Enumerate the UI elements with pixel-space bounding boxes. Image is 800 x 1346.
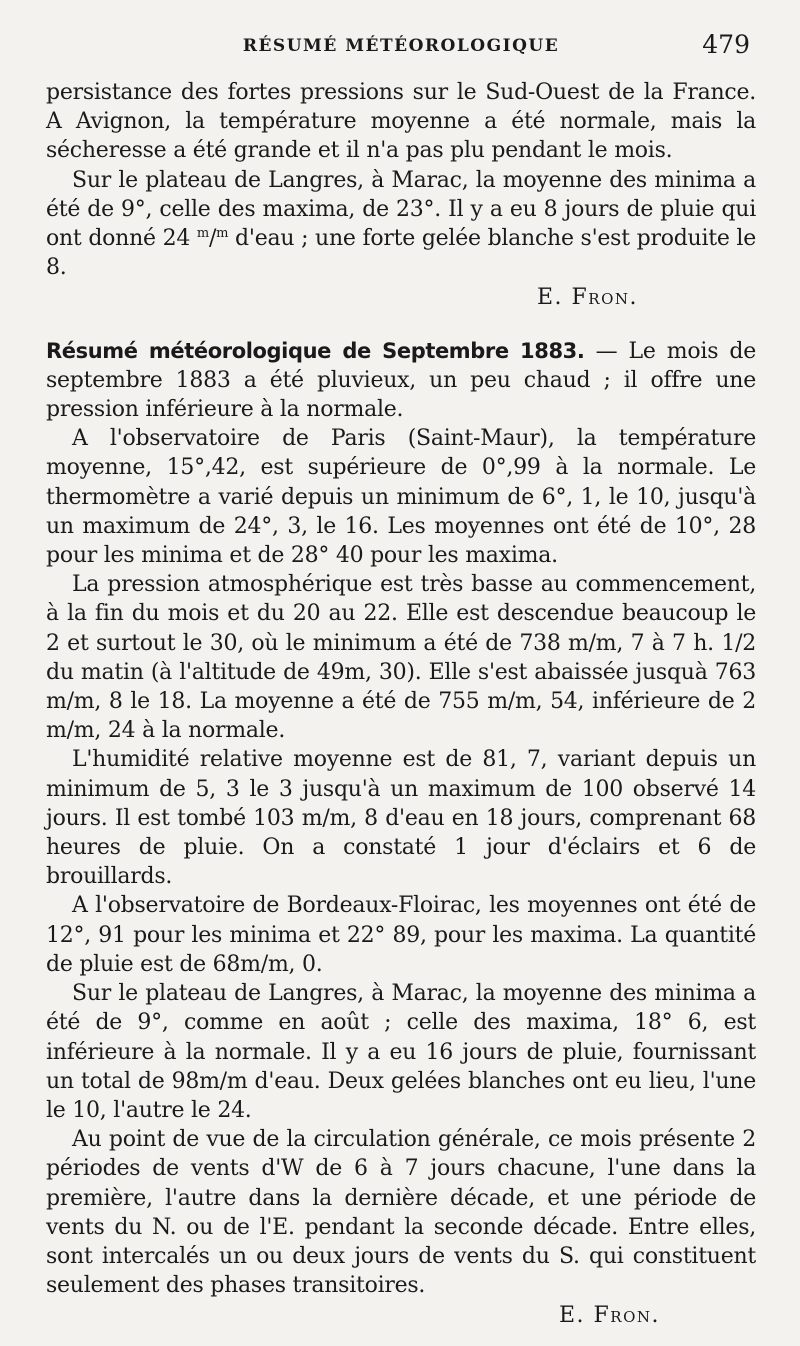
paragraph-langres-august xyxy=(46,166,756,283)
paragraph-bordeaux: A l'observatoire de Bordeaux-Floirac, les moyennes ont été de 12°, 91 pour les minima et 22° 89, pour les maxima. La quantité de pluie est de 68m/m, 0. xyxy=(46,893,756,977)
paragraph-langres-september: Sur le plateau de Langres, à Marac, la moyenne des minima a été de 9°, comme en août ; celle des maxima, 18° 6, est inférieure à la normale. Il y a eu 16 jours de pluie, fournissant un total de 98m/m d'eau. Deux gelées blanches ont eu lieu, l'une le 10, l'autre le 24. xyxy=(46,981,756,1123)
body-text xyxy=(46,78,756,1331)
page-header xyxy=(46,0,756,78)
signature-august: E. Fron. xyxy=(536,285,638,311)
paragraph-humidite: L'humidité relative moyenne est de 81, 7, variant depuis un minimum de 5, 3 le 3 jusqu'à un maximum de 100 observé 14 jours. Il est tombé 103 m/m, 8 d'eau en 18 jours, comprenant 68 heures de pluie. On a constaté 1 jour d'éclairs et 6 de brouillards. xyxy=(46,747,756,890)
section-title: Résumé météorologique de Septembre 1883. xyxy=(46,338,585,363)
running-title: RÉSUMÉ MÉTÉOROLOGIQUE xyxy=(242,36,560,56)
section-intro: — Le mois de septembre 1883 a été pluvieux, un peu chaud ; il offre une pression inférieure à la normale. xyxy=(46,338,756,423)
unit-superscript: m xyxy=(196,226,209,242)
paragraph-continued: persistance des fortes pressions sur le Sud-Ouest de la France. A Avignon, la température moyenne a été normale, mais la sécheresse a été grande et il n'a pas plu pendant le mois. xyxy=(46,80,756,164)
paragraph-circulation: Au point de vue de la circulation générale, ce mois présente 2 périodes de vents d'W de 6 à 7 jours chacune, l'une dans la première, l'autre dans la dernière décade, et une période de vents du N. ou de l'E. pendant la seconde décade. Entre elles, sont intercalés un ou deux jours de vents du S. qui constituent seulement des phases transitoires. xyxy=(46,1127,756,1299)
unit-superscript: m xyxy=(216,226,229,242)
page-number: 479 xyxy=(702,30,750,59)
paragraph-text-a: Sur le plateau de Langres, à Marac, la moyenne des minima a été de 9°, celle des maxima, de 23°. Il y a eu 8 jours de pluie qui ont donné 24 xyxy=(46,167,756,252)
signature-september: E. Fron. xyxy=(558,1303,660,1329)
unit-slash: / xyxy=(208,226,217,252)
paragraph-pression: La pression atmosphérique est très basse au commencement, à la fin du mois et du 20 au 22. Elle est descendue beaucoup le 2 et surtout le 30, où le minimum a été de 738 m/m, 7 à 7 h. 1/2 du matin (à l'altitude de 49m, 30). Elle s'est abaissée jusquà 763 m/m, 8 le 18. La moyenne a été de 755 m/m, 54, inférieure de 2 m/m, 24 à la normale. xyxy=(46,572,756,744)
section-gap xyxy=(46,313,756,337)
paragraph-text-b: d'eau ; une forte gelée blanche s'est produite le 8. xyxy=(46,226,756,281)
paragraph-paris: A l'observatoire de Paris (Saint-Maur), la température moyenne, 15°,42, est supérieure de 0°,99 à la normale. Le thermomètre a varié depuis un minimum de 6°, 1, le 10, jusqu'à un maximum de 24°, 3, le 16. Les moyennes ont été de 10°, 28 pour les minima et de 28° 40 pour les maxima. xyxy=(46,426,756,569)
paragraph-september-intro xyxy=(46,337,756,425)
